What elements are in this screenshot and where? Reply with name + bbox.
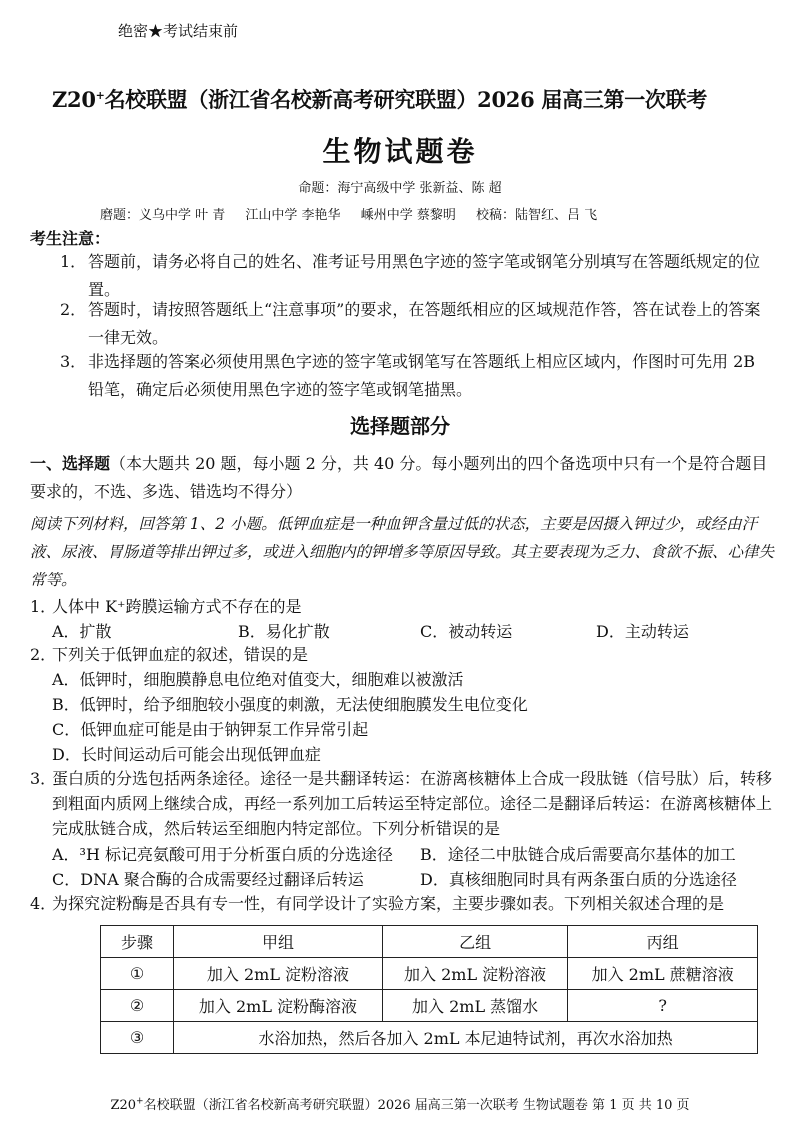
reviewer-1: 磨题：义乌中学 叶 青 [100, 208, 226, 223]
q2-option-c: C．低钾血症可能是由于钠钾泵工作异常引起 [52, 720, 369, 739]
footer-text: 名校联盟（浙江省名校新高考研究联盟）2026 届高三第一次联考 生物试题卷 第 1 页 共 10 页 [143, 1098, 690, 1113]
reviewers-line [100, 204, 613, 223]
q2-option-b: B．低钾时，给予细胞较小强度的刺激，无法使细胞膜发生电位变化 [52, 695, 528, 714]
q1-option-d: D．主动转运 [596, 622, 689, 641]
table-cell: ① [101, 958, 174, 990]
q1-option-c: C．被动转运 [420, 622, 513, 641]
question-2 [30, 642, 780, 668]
table-header-cell: 丙组 [568, 926, 758, 958]
table-cell: 加入 2mL 蒸馏水 [382, 990, 567, 1022]
question-stem: 下列关于低钾血症的叙述，错误的是 [52, 645, 309, 664]
reviewer-4: 校稿：陆智红、吕 飞 [475, 208, 598, 223]
notice-heading: 考生注意： [30, 229, 111, 248]
part-one-desc: （本大题共 20 题，每小题 2 分，共 40 分。每小题列出的四个备选项中只有一个是符合题目要求的，不选、多选、错选均不得分） [30, 454, 768, 501]
q2-option-d: D．长时间运动后可能会出现低钾血症 [52, 745, 321, 764]
question-number: 1． [30, 597, 57, 616]
q1-option-a: A．扩散 [52, 622, 112, 641]
table-merged-cell: 水浴加热，然后各加入 2mL 本尼迪特试剂，再次水浴加热 [174, 1022, 758, 1054]
table-row [101, 1022, 758, 1054]
table-header-cell: 甲组 [174, 926, 383, 958]
table-cell: 加入 2mL 淀粉酶溶液 [174, 990, 383, 1022]
table-cell: 加入 2mL 淀粉溶液 [382, 958, 567, 990]
notice-item-num: 1． [60, 252, 87, 271]
notice-item-2 [60, 296, 776, 352]
table-cell: 加入 2mL 蔗糖溶液 [568, 958, 758, 990]
notice-item-num: 2． [60, 300, 87, 319]
table-row [101, 958, 758, 990]
experiment-table [100, 925, 758, 1054]
q3-option-d: D．真核细胞同时具有两条蛋白质的分选途径 [420, 870, 737, 889]
table-row [101, 990, 758, 1022]
notice-item-text: 非选择题的答案必须使用黑色字迹的签字笔或钢笔写在答题纸上相应区域内，作图时可先用 2B 铅笔，确定后必须使用黑色字迹的签字笔或钢笔描黑。 [88, 352, 756, 399]
question-stem: 为探究淀粉酶是否具有专一性，有同学设计了实验方案，主要步骤如表。下列相关叙述合理的是 [52, 894, 725, 913]
section-title: 选择题部分 [350, 414, 450, 438]
page-footer [0, 1094, 800, 1113]
q2-option-a: A．低钾时，细胞膜静息电位绝对值变大，细胞难以被激活 [52, 670, 464, 689]
table-cell: ② [101, 990, 174, 1022]
reading-material: 阅读下列材料，回答第 1、2 小题。低钾血症是一种血钾含量过低的状态，主要是因摄入钾过少，或经由汗液、尿液、胃肠道等排出钾过多，或进入细胞内的钾增多等原因导致。其主要表现为乏力、食欲不振、心律失常等。 [30, 515, 775, 589]
question-number: 3． [30, 769, 57, 788]
notice-item-3 [60, 348, 776, 404]
notice-item-text: 答题前，请务必将自己的姓名、准考证号用黑色字迹的签字笔或钢笔分别填写在答题纸规定的位置。 [88, 252, 761, 299]
reviewer-3: 嵊州中学 蔡黎明 [360, 208, 456, 223]
title-prefix: Z20 [52, 87, 96, 112]
table-header-row [101, 926, 758, 958]
table-cell: 加入 2mL 淀粉溶液 [174, 958, 383, 990]
q3-option-c: C．DNA 聚合酶的合成需要经过翻译后转运 [52, 870, 364, 889]
table-header-cell: 乙组 [382, 926, 567, 958]
title-prefix-sup: + [95, 89, 105, 102]
question-1 [30, 594, 780, 620]
authors-line: 命题：海宁高级中学 张新益、陈 超 [298, 181, 502, 196]
notice-item-text: 答题时，请按照答题纸上“注意事项”的要求，在答题纸相应的区域规范作答，答在试卷上的答案一律无效。 [88, 300, 761, 347]
question-number: 4． [30, 894, 57, 913]
table-cell: ? [568, 990, 758, 1022]
question-number: 2． [30, 645, 57, 664]
part-one-label: 一、选择题 [30, 454, 111, 473]
confidential-label: 绝密★考试结束前 [118, 22, 239, 40]
title-text: 名校联盟（浙江省名校新高考研究联盟）2026 届高三第一次联考 [104, 87, 708, 112]
reviewer-2: 江山中学 李艳华 [245, 208, 341, 223]
notice-item-num: 3． [60, 352, 87, 371]
q3-option-a: A．³H 标记亮氨酸可用于分析蛋白质的分选途径 [52, 845, 394, 864]
question-stem: 人体中 K⁺跨膜运输方式不存在的是 [52, 597, 302, 616]
part-one-instructions [30, 450, 780, 506]
question-4 [30, 891, 780, 917]
q3-option-b: B．途径二中肽链合成后需要高尔基体的加工 [420, 845, 736, 864]
exam-title [52, 84, 782, 114]
question-3 [30, 766, 780, 841]
table-header-cell: 步骤 [101, 926, 174, 958]
table-cell: ③ [101, 1022, 174, 1054]
footer-prefix-sup: + [136, 1096, 144, 1107]
question-stem: 蛋白质的分选包括两条途径。途径一是共翻译转运：在游离核糖体上合成一段肽链（信号肽）后，转移到粗面内质网上继续合成，再经一系列加工后转运至特定部位。途径二是翻译后转运：在游离核糖体上完成肽链合成，然后转运至细胞内特定部位。下列分析错误的是 [52, 769, 773, 838]
subject-title: 生物试题卷 [322, 135, 478, 168]
q1-option-b: B．易化扩散 [238, 622, 330, 641]
footer-prefix: Z20 [110, 1098, 137, 1113]
